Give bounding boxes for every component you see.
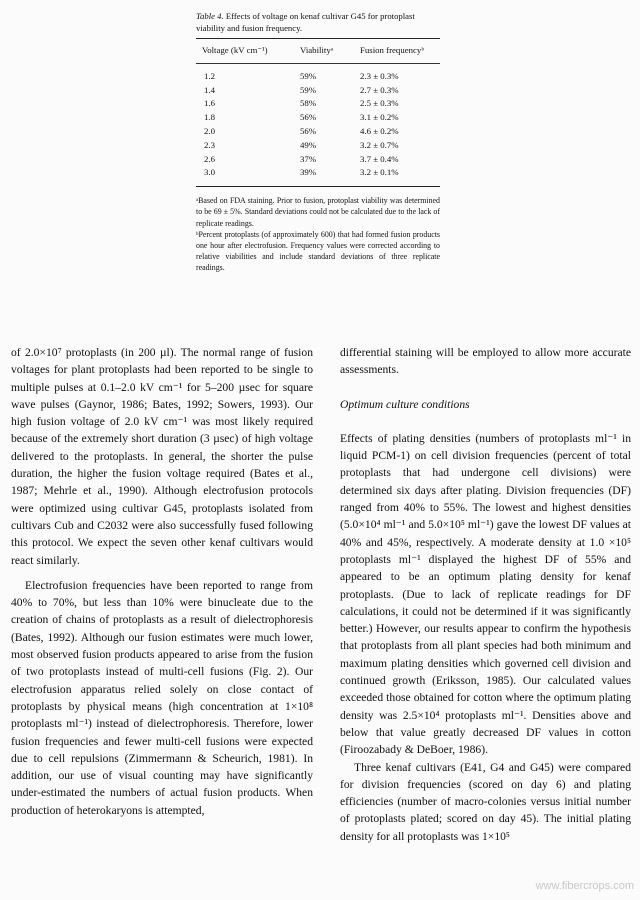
fusion-cell: 2.5 ± 0.3% xyxy=(360,98,399,109)
voltage-cell: 2.6 xyxy=(204,153,215,164)
voltage-cell: 1.4 xyxy=(204,84,215,95)
table-footnotes xyxy=(196,195,440,273)
voltage-cell: 3.0 xyxy=(204,167,215,178)
header-fusion-frequency: Fusion frequencyᵇ xyxy=(360,45,425,55)
table-row xyxy=(196,166,440,186)
right-paragraph-2: Effects of plating densities (numbers of protoplasts ml⁻¹ in liquid PCM-1) on cell division frequencies (percent of total protoplasts that had undergone cell divisions) were determined six days after plating. Division frequencies (DF) ranged from 40% to 55%. The lowest and highest densities (5.0×10⁴ ml⁻¹ and 5.0×10⁵ ml⁻¹) gave the lowest DF values at 40% and 45%, respectively. A moderate density at 1.0 ×10⁵ protoplasts ml⁻¹ displayed the highest DF of 55% and appeared to be an optimum plating density for kenaf protoplasts. (Due to lack of replicate readings for DF calculations, it could not be determined if it was significantly better.) However, our results appear to confirm the hypothesis that protoplasts from all plant species had both minimum and maximum plating densities which governed cell division and continued growth (Eriksson, 1985). Our calculated values exceeded those obtained for cotton where the optimum plating density was 2.5×10⁴ protoplasts ml⁻¹. Densities above and below that value greatly decreased DF values in cotton (Firoozabady & DeBoer, 1986). xyxy=(340,431,631,757)
viability-cell: 58% xyxy=(300,98,317,109)
table-row xyxy=(196,111,440,125)
paragraph-gap xyxy=(11,569,313,577)
voltage-cell: 1.2 xyxy=(204,70,215,81)
table-header-row xyxy=(196,39,440,63)
viability-cell: 39% xyxy=(300,167,317,178)
footnote-b: ᵇPercent protoplasts (of approximately 600) that had formed fusion products one hour after electrofusion. Frequency values were corrected according to relative viabilities and include standard deviations of three replicate readings. xyxy=(196,229,440,273)
voltage-cell: 2.0 xyxy=(204,125,215,136)
footnote-a: ᵃBased on FDA staining. Prior to fusion, protoplast viability was determined to be 69 ± 5%. Standard deviations could not be calculated due to the lack of replicate readings. xyxy=(196,196,440,228)
viability-cell: 49% xyxy=(300,139,317,150)
section-heading: Optimum culture conditions xyxy=(340,397,470,411)
table-4 xyxy=(196,10,440,274)
table-label: Table 4. xyxy=(196,11,224,21)
viability-cell: 56% xyxy=(300,125,317,136)
voltage-cell: 1.8 xyxy=(204,112,215,123)
table-caption-text: Effects of voltage on kenaf cultivar G45 for protoplast viability and fusion frequency. xyxy=(196,11,415,33)
right-column xyxy=(340,344,631,845)
voltage-cell: 2.3 xyxy=(204,139,215,150)
fusion-cell: 2.7 ± 0.3% xyxy=(360,84,399,95)
table-row xyxy=(196,84,440,98)
left-column xyxy=(11,344,313,819)
table-row xyxy=(196,97,440,111)
fusion-cell: 3.7 ± 0.4% xyxy=(360,153,399,164)
header-voltage: Voltage (kV cm⁻¹) xyxy=(202,45,268,55)
paragraph-gap xyxy=(340,379,631,396)
viability-cell: 56% xyxy=(300,112,317,123)
table-bottom-rule xyxy=(196,186,440,187)
table-row xyxy=(196,64,440,84)
table-row xyxy=(196,153,440,167)
voltage-table xyxy=(196,39,440,186)
table-caption xyxy=(196,10,440,34)
fusion-cell: 3.1 ± 0.2% xyxy=(360,112,399,123)
right-paragraph-1: differential staining will be employed to allow more accurate assessments. xyxy=(340,346,631,377)
paragraph-gap xyxy=(340,413,631,430)
left-paragraph-1: of 2.0×10⁷ protoplasts (in 200 µl). The normal range of fusion voltages for plant protoplasts had been reported to be single to multiple pulses at 0.1–2.0 kV cm⁻¹ for 5–200 µsec for square wave pulses (Gaynor, 1986; Bates, 1992; Sowers, 1993). Our high fusion voltage of 2.0 kV cm⁻¹ was most likely required because of the extremely short duration (3 µsec) of high voltage delivered to the protoplasts. In general, the shorter the pulse duration, the higher the fusion voltage required (Bates et al., 1987; Mehrle et al., 1990). Although electrofusion protocols were optimized using cultivar G45, protoplasts isolated from cultivars Cub and C2032 were also successfully fused following this protocol. We expect the seven other kenaf cultivars would react similarly. xyxy=(11,346,313,567)
viability-cell: 59% xyxy=(300,84,317,95)
voltage-cell: 1.6 xyxy=(204,98,215,109)
right-paragraph-3: Three kenaf cultivars (E41, G4 and G45) were compared for division frequencies (scored on day 6) and plating efficiencies (number of macro-colonies versus initial number of protoplasts plated; scored on day 45). The initial plating density for all protoplasts was 1×10⁵ xyxy=(340,760,631,843)
viability-cell: 59% xyxy=(300,70,317,81)
table-row xyxy=(196,139,440,153)
table-row xyxy=(196,125,440,139)
header-viability: Viabilityᵃ xyxy=(300,45,334,55)
fusion-cell: 3.2 ± 0.7% xyxy=(360,139,399,150)
fusion-cell: 2.3 ± 0.3% xyxy=(360,70,399,81)
fusion-cell: 3.2 ± 0.1% xyxy=(360,167,399,178)
viability-cell: 37% xyxy=(300,153,317,164)
left-paragraph-2: Electrofusion frequencies have been reported to range from 40% to 70%, but less than 10% were binucleate due to the creation of chains of protoplasts as a result of dielectrophoresis (Bates, 1992). Although our fusion estimates were much lower, most observed fusion products appeared to arise from the fusion of two protoplasts instead of multi-cell fusions (Fig. 2). Our electrofusion apparatus relied solely on close contact of protoplasts by physical means (high concentration at 1×10⁸ protoplasts ml⁻¹) instead of dielectrophoresis. Therefore, lower fusion frequencies and fewer multi-cell fusions were expected due to cell repulsions (Zimmermann & Scheurich, 1981). In addition, our use of visual counting may have significantly under-estimated the numbers of actual fusion products. When production of heterokaryons is attempted, xyxy=(11,578,313,817)
fusion-cell: 4.6 ± 0.2% xyxy=(360,125,399,136)
watermark: www.fibercrops.com xyxy=(535,880,634,892)
